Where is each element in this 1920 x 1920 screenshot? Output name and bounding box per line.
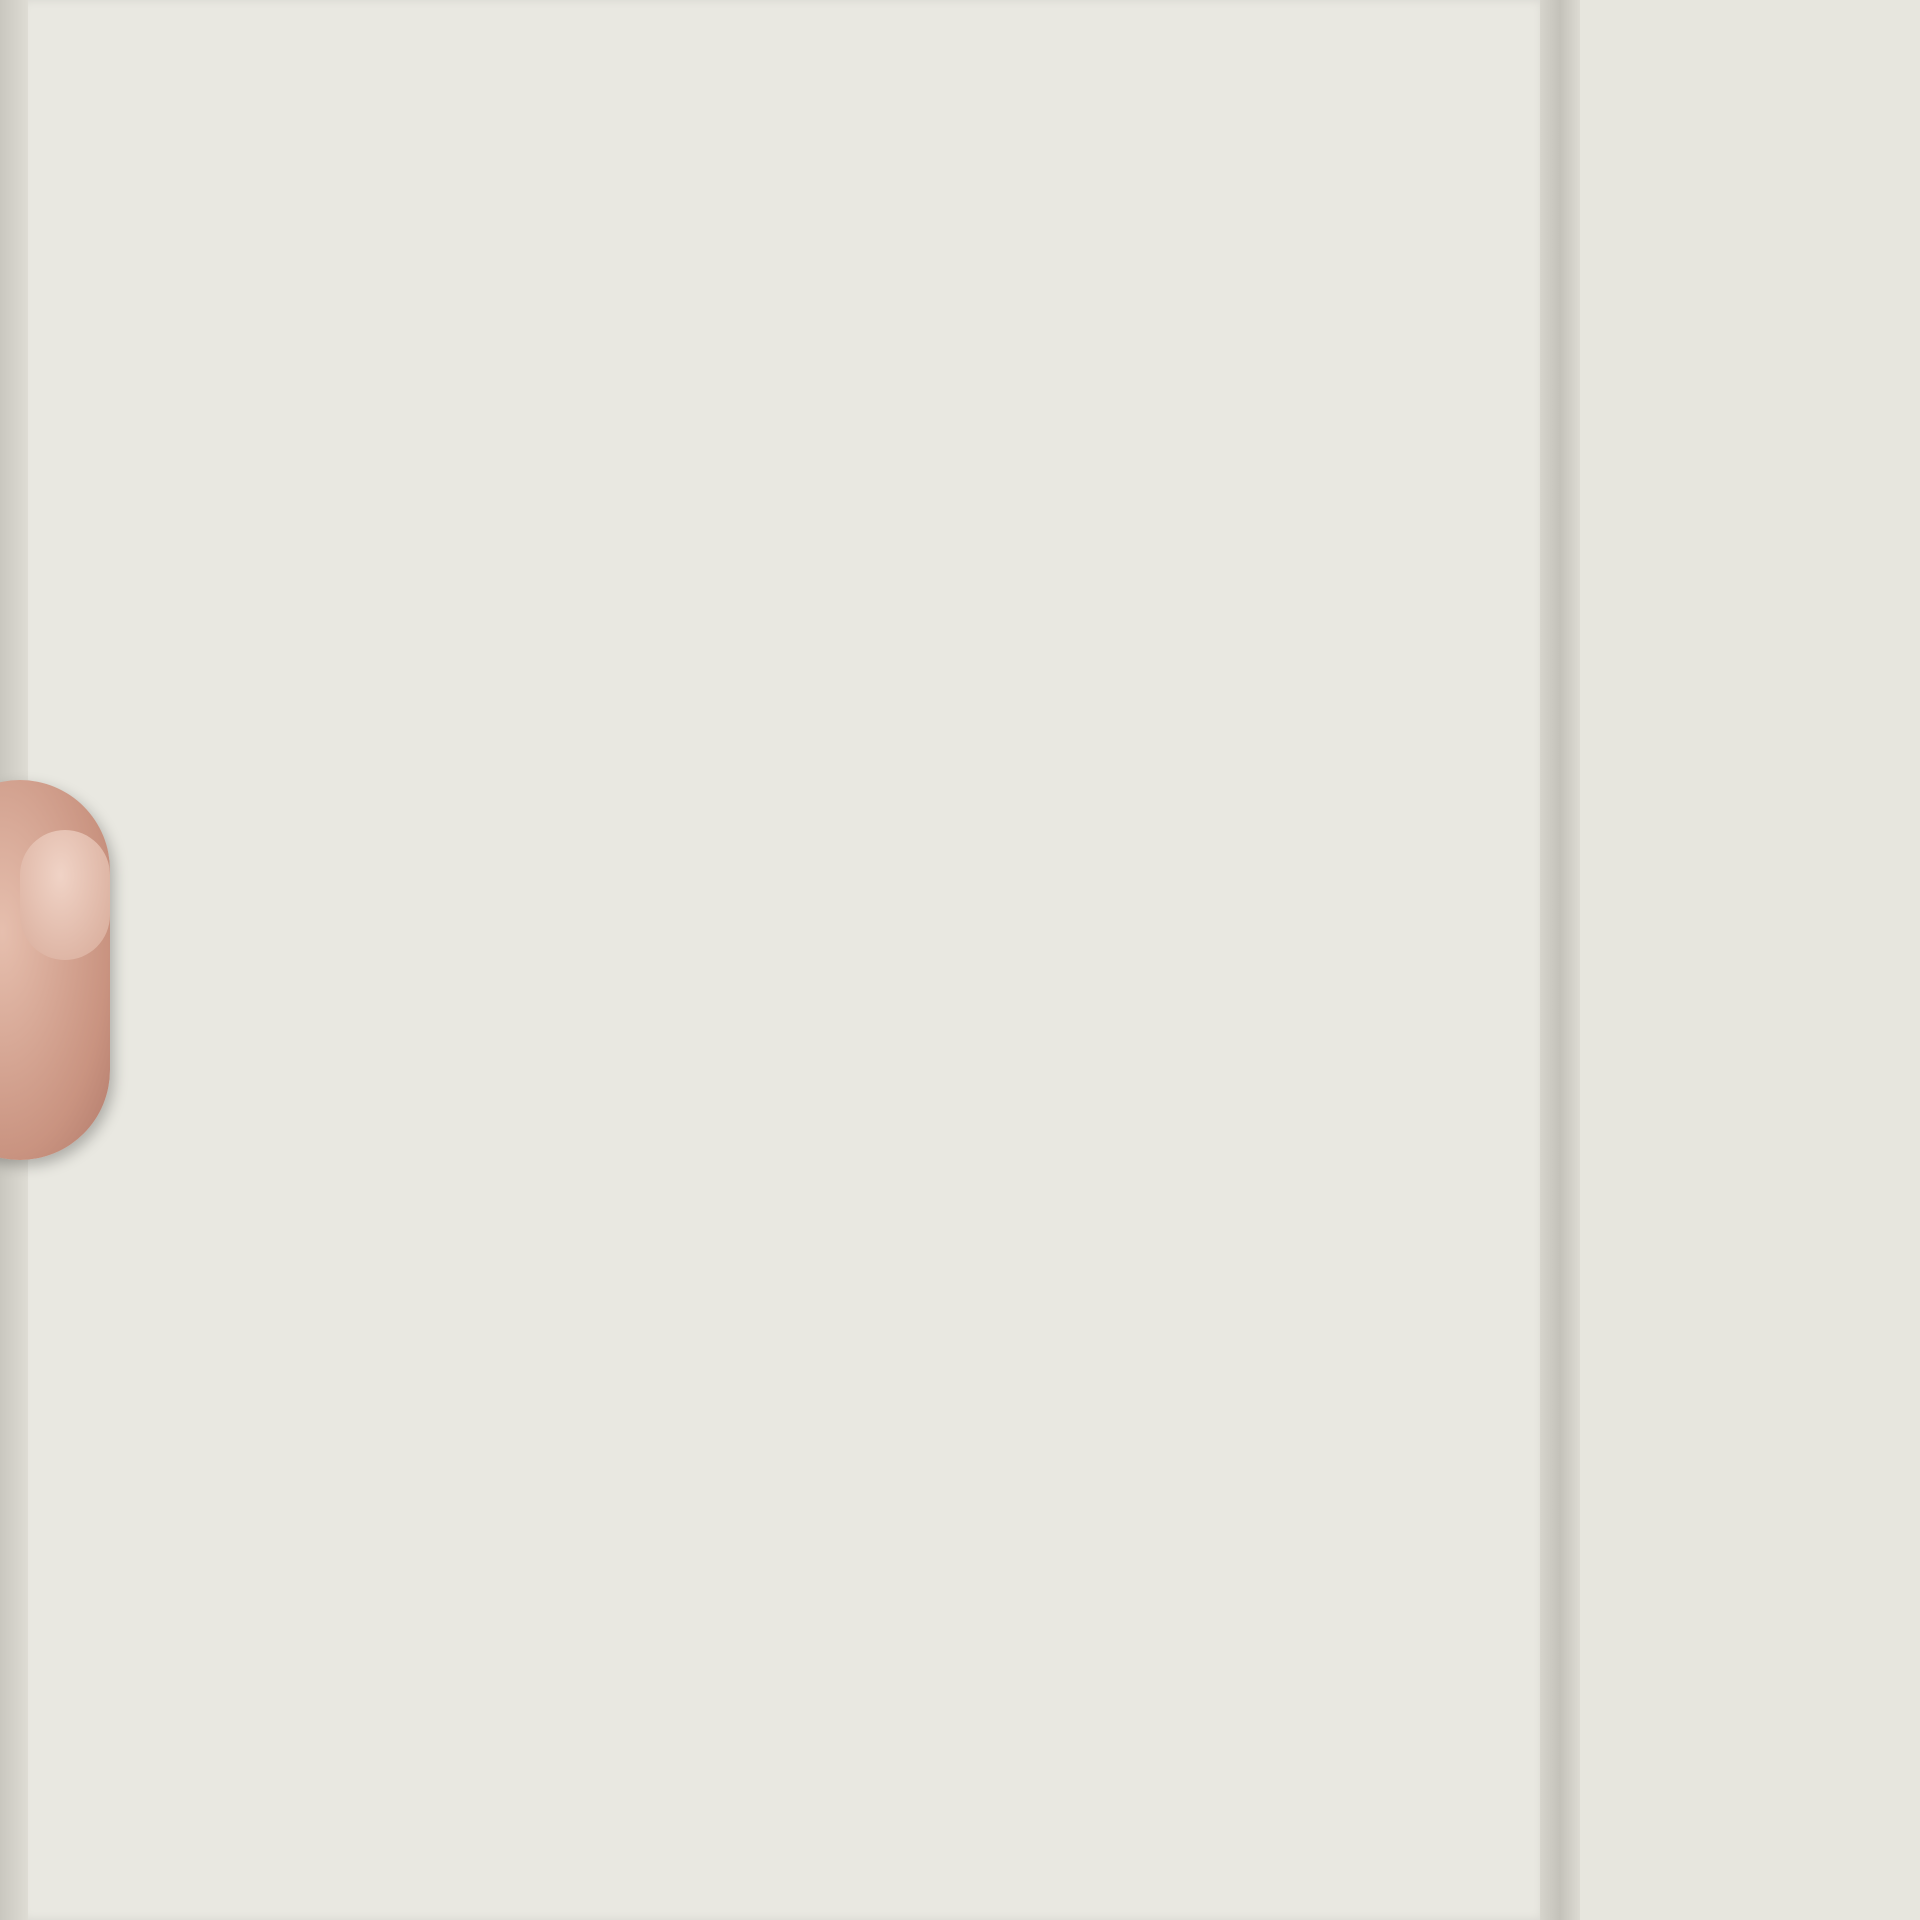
left-page (28, 0, 1548, 1920)
book-gutter (1540, 0, 1580, 1920)
contributor-name-line (440, 0, 1340, 18)
right-page (1580, 0, 1920, 1920)
contributor-entry (440, 0, 1340, 18)
thumb-nail (20, 830, 110, 960)
